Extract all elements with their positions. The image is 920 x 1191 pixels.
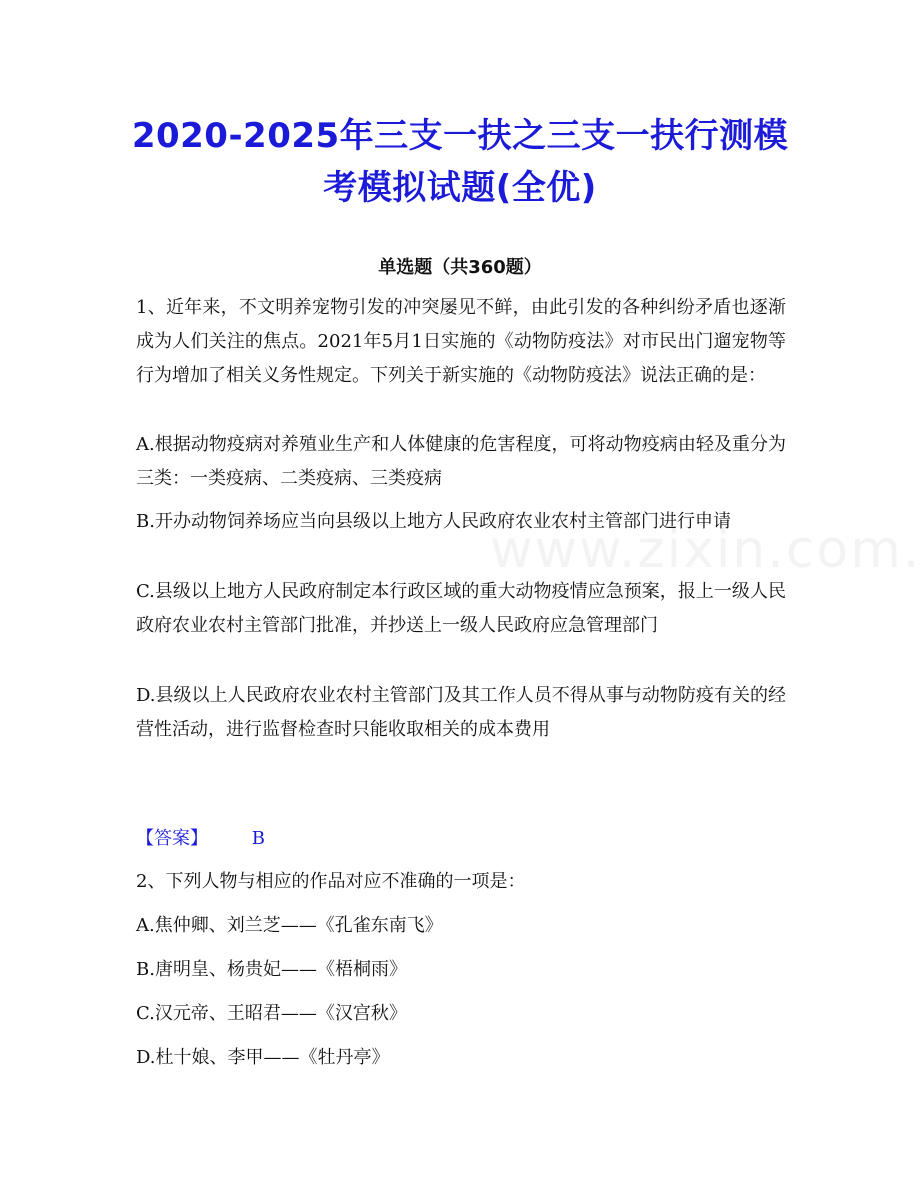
- question-1-option-a: A.根据动物疫病对养殖业生产和人体健康的危害程度，可将动物疫病由轻及重分为三类：一类疫病、二类疫病、三类疫病: [136, 434, 786, 489]
- question-2-stem: 2、下列人物与相应的作品对应不准确的一项是：: [136, 871, 526, 892]
- question-1-answer: [136, 822, 265, 856]
- question-2-option-a: A.焦仲卿、刘兰芝——《孔雀东南飞》: [136, 915, 443, 936]
- question-1-option-c: C.县级以上地方人民政府制定本行政区域的重大动物疫情应急预案，报上一级人民政府农业农村主管部门批准，并抄送上一级人民政府应急管理部门: [136, 581, 786, 636]
- question-2-option-b: B.唐明皇、杨贵妃——《梧桐雨》: [136, 959, 407, 980]
- answer-label: 【答案】: [136, 828, 208, 849]
- document-title: 2020-2025年三支一扶之三支一扶行测模考模拟试题(全优): [131, 116, 789, 208]
- section-heading: 单选题（共360题）: [378, 257, 542, 278]
- question-2-option-c: C.汉元帝、王昭君——《汉宫秋》: [136, 1003, 407, 1024]
- question-1-stem: 1、近年来，不文明养宠物引发的冲突屡见不鲜，由此引发的各种纠纷矛盾也逐渐成为人们关注的焦点。2021年5月1日实施的《动物防疫法》对市民出门遛宠物等行为增加了相关义务性规定。下列关于新实施的《动物防疫法》说法正确的是：: [136, 297, 786, 386]
- question-1-option-b: B.开办动物饲养场应当向县级以上地方人民政府农业农村主管部门进行申请: [136, 511, 731, 532]
- question-1-option-d: D.县级以上人民政府农业农村主管部门及其工作人员不得从事与动物防疫有关的经营性活动，进行监督检查时只能收取相关的成本费用: [136, 685, 786, 740]
- answer-value: B: [251, 828, 265, 849]
- question-2-option-d: D.杜十娘、李甲——《牡丹亭》: [136, 1047, 390, 1068]
